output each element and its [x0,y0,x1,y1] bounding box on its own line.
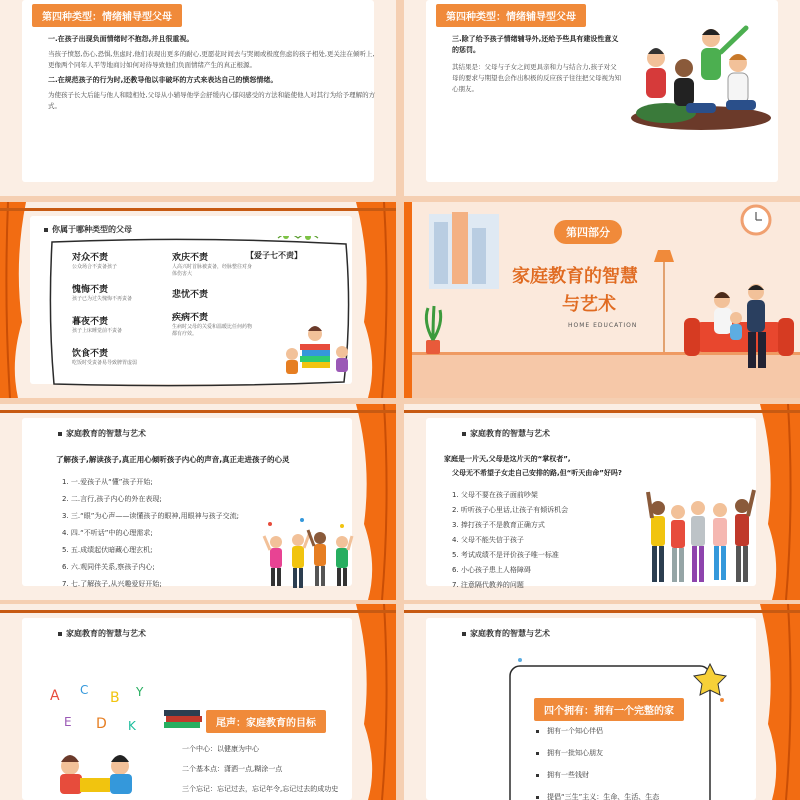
goal-line: 三个忘记：忘记过去，忘记年令,忘记过去的成功史 [182,785,339,793]
slide8-header: 家庭教育的智慧与艺术 [462,628,550,639]
list-item: 拥有一些钱财 [536,770,659,792]
slide1-tag: 第四种类型：情绪辅导型父母 [32,4,182,27]
cheering-kids-illustration [262,518,354,598]
curtain-right [352,404,396,600]
section-title-line1: 家庭教育的智慧 [512,266,638,287]
list-item: 5. 五.成绩起伏暗藏心理玄机; [62,546,153,554]
rule-item: 疾病不责 生病时父母的关爱和温暖比任何药物都有疗效。 [172,313,253,337]
svg-text:E: E [64,715,72,729]
letters-and-kids-illustration [40,670,160,800]
goal-line: 二个基本点：潇洒一点,糊涂一点 [182,765,283,773]
slide-2[interactable] [404,0,800,196]
rule-item: 悲忧不责 [172,290,209,300]
list-item: 提倡“三生”主义：生命、生活、生态 [536,792,659,800]
curtain-left [0,202,30,398]
slide7-tag: 尾声：家庭教育的目标 [206,710,326,733]
list-item: 7. 七.了解孩子,从兴趣爱好开始; [62,580,162,588]
list-item: 6. 小心孩子患上人格障碍 [452,566,531,574]
slide6-lead2: 父母无不希望子女走自己安排的路,但“听天由命”好吗? [452,469,622,477]
svg-text:C: C [80,683,89,697]
curtain-rod [404,610,800,613]
list-item: 1. 父母不要在孩子面前吵架 [452,491,538,499]
list-item: 3. 捧打孩子不是教育正确方式 [452,521,545,529]
slide3-header: 你属于哪种类型的父母 [44,224,132,235]
slide-7[interactable] [0,604,396,800]
slide-4[interactable] [404,202,800,398]
friends-group-illustration [626,18,776,133]
curtain-right [756,404,800,600]
curtain-right [756,604,800,800]
group-raising-hands-illustration [644,478,760,590]
curtain-right [352,604,396,800]
svg-text:D: D [96,716,107,732]
slide-1[interactable] [0,0,396,196]
kids-reading-books-illustration [280,304,360,384]
curtain-rod [0,208,396,211]
curtain-edge [404,202,412,398]
list-item: 拥有一个知心伴侣 [536,726,659,748]
books-stack-icon [164,706,204,728]
slide-6[interactable] [404,404,800,600]
slide1-p2-title: 二.在规范孩子的行为时,还教导他以非破坏的方式来表达自己的愤怒情绪。 [48,76,278,84]
slide-3[interactable] [0,202,396,398]
rule-item: 饮食不责 吃饭时受责备易导致脾胃虚弱 [72,349,138,366]
svg-text:B: B [110,690,120,706]
slide2-tag: 第四种类型：情绪辅导型父母 [436,4,586,27]
rule-item: 暮夜不责 孩子上床睡觉前不责备 [72,317,123,334]
list-item: 5. 考试成绩不是评价孩子唯一标准 [452,551,559,559]
list-item: 2. 二.言行,孩子内心的外在表现; [62,495,162,503]
rule-item: 愧悔不责 孩子已为过失愧悔不再责备 [72,285,133,302]
section-subtitle: HOME EDUCATION [568,322,638,329]
curtain-rod [0,410,396,413]
curtain-rod [0,610,396,613]
goal-line: 一个中心：以健康为中心 [182,745,259,753]
svg-text:K: K [128,719,136,733]
slide7-header: 家庭教育的智慧与艺术 [58,628,146,639]
slide3-box-title: 【爱子七不责】 [246,251,302,260]
slide2-p-title: 三.除了给予孩子情绪辅导外,还给予些具有建设性意义的惩罚。 [452,35,619,54]
list-item: 4. 父母不能失信于孩子 [452,536,524,544]
slide6-header: 家庭教育的智慧与艺术 [462,428,550,439]
slide2-p-body: 其结果是：父母与子女之间更具亲和力与结合力,孩子对父母的要求与期望也会作出积极的反应孩子往往把父母视为知心朋友。 [452,63,621,93]
rule-item: 对众不责 公众场合不责备孩子 [72,253,118,270]
rule-item: 欢庆不责 人高兴时首脉被责备，经脉整往对身体伤害大 [172,253,253,277]
svg-text:Y: Y [136,685,144,699]
list-item: 拥有一批知心朋友 [536,748,659,770]
potted-plant-icon [418,302,448,354]
section-title-line2: 与艺术 [562,294,616,315]
slide-5[interactable] [0,404,396,600]
slide6-lead1: 家庭是一片天,父母是这片天的“掌权者”, [444,455,571,463]
section-badge: 第四部分 [554,220,622,244]
slide1-p2-body: 为使孩子长大后能与他人和睦相处,父母从小辅导他学会舒缓内心郁闷感受的方法和能使他人对其行为给予理解的方式。 [48,91,376,110]
list-item: 1. 一.爱孩子从“懂”孩子开始; [62,478,153,486]
list-item: 7. 注意隔代教养的问题 [452,581,524,589]
slide8-tag: 四个拥有：拥有一个完整的家 [534,698,684,721]
slide5-header: 家庭教育的智慧与艺术 [58,428,146,439]
list-item: 3. 三.“眼”为心声——读懂孩子的眼神,用眼神与孩子交流; [62,512,239,520]
slide-8[interactable] [404,604,800,800]
slide5-lead: 了解孩子,解读孩子,真正用心倾听孩子内心的声音,真正走进孩子的心灵 [56,455,290,464]
list-item: 2. 听听孩子心里话,让孩子有倾诉机会 [452,506,569,514]
curtain-rod [404,410,800,413]
family-on-sofa-illustration [684,278,794,378]
slide1-p1-title: 一.在孩子出现负面情绪时不抱怨,并且很重视。 [48,35,194,43]
slide1-p1-body: 当孩子愤怒,伤心,恐惧,焦虑时,他们表现出更多的耐心,更愿花时间去与哭闹或极度焦虑的孩子相处,更关注在倾听上,更像两个同年人平等地商讨如何对待导致他们负面情绪产生的真正根源。 [48,50,375,69]
list-item: 4. 四.“不听话”中的心理需求; [62,529,153,537]
svg-text:A: A [50,688,60,704]
list-item: 6. 六.观同伴关系,察孩子内心; [62,563,155,571]
